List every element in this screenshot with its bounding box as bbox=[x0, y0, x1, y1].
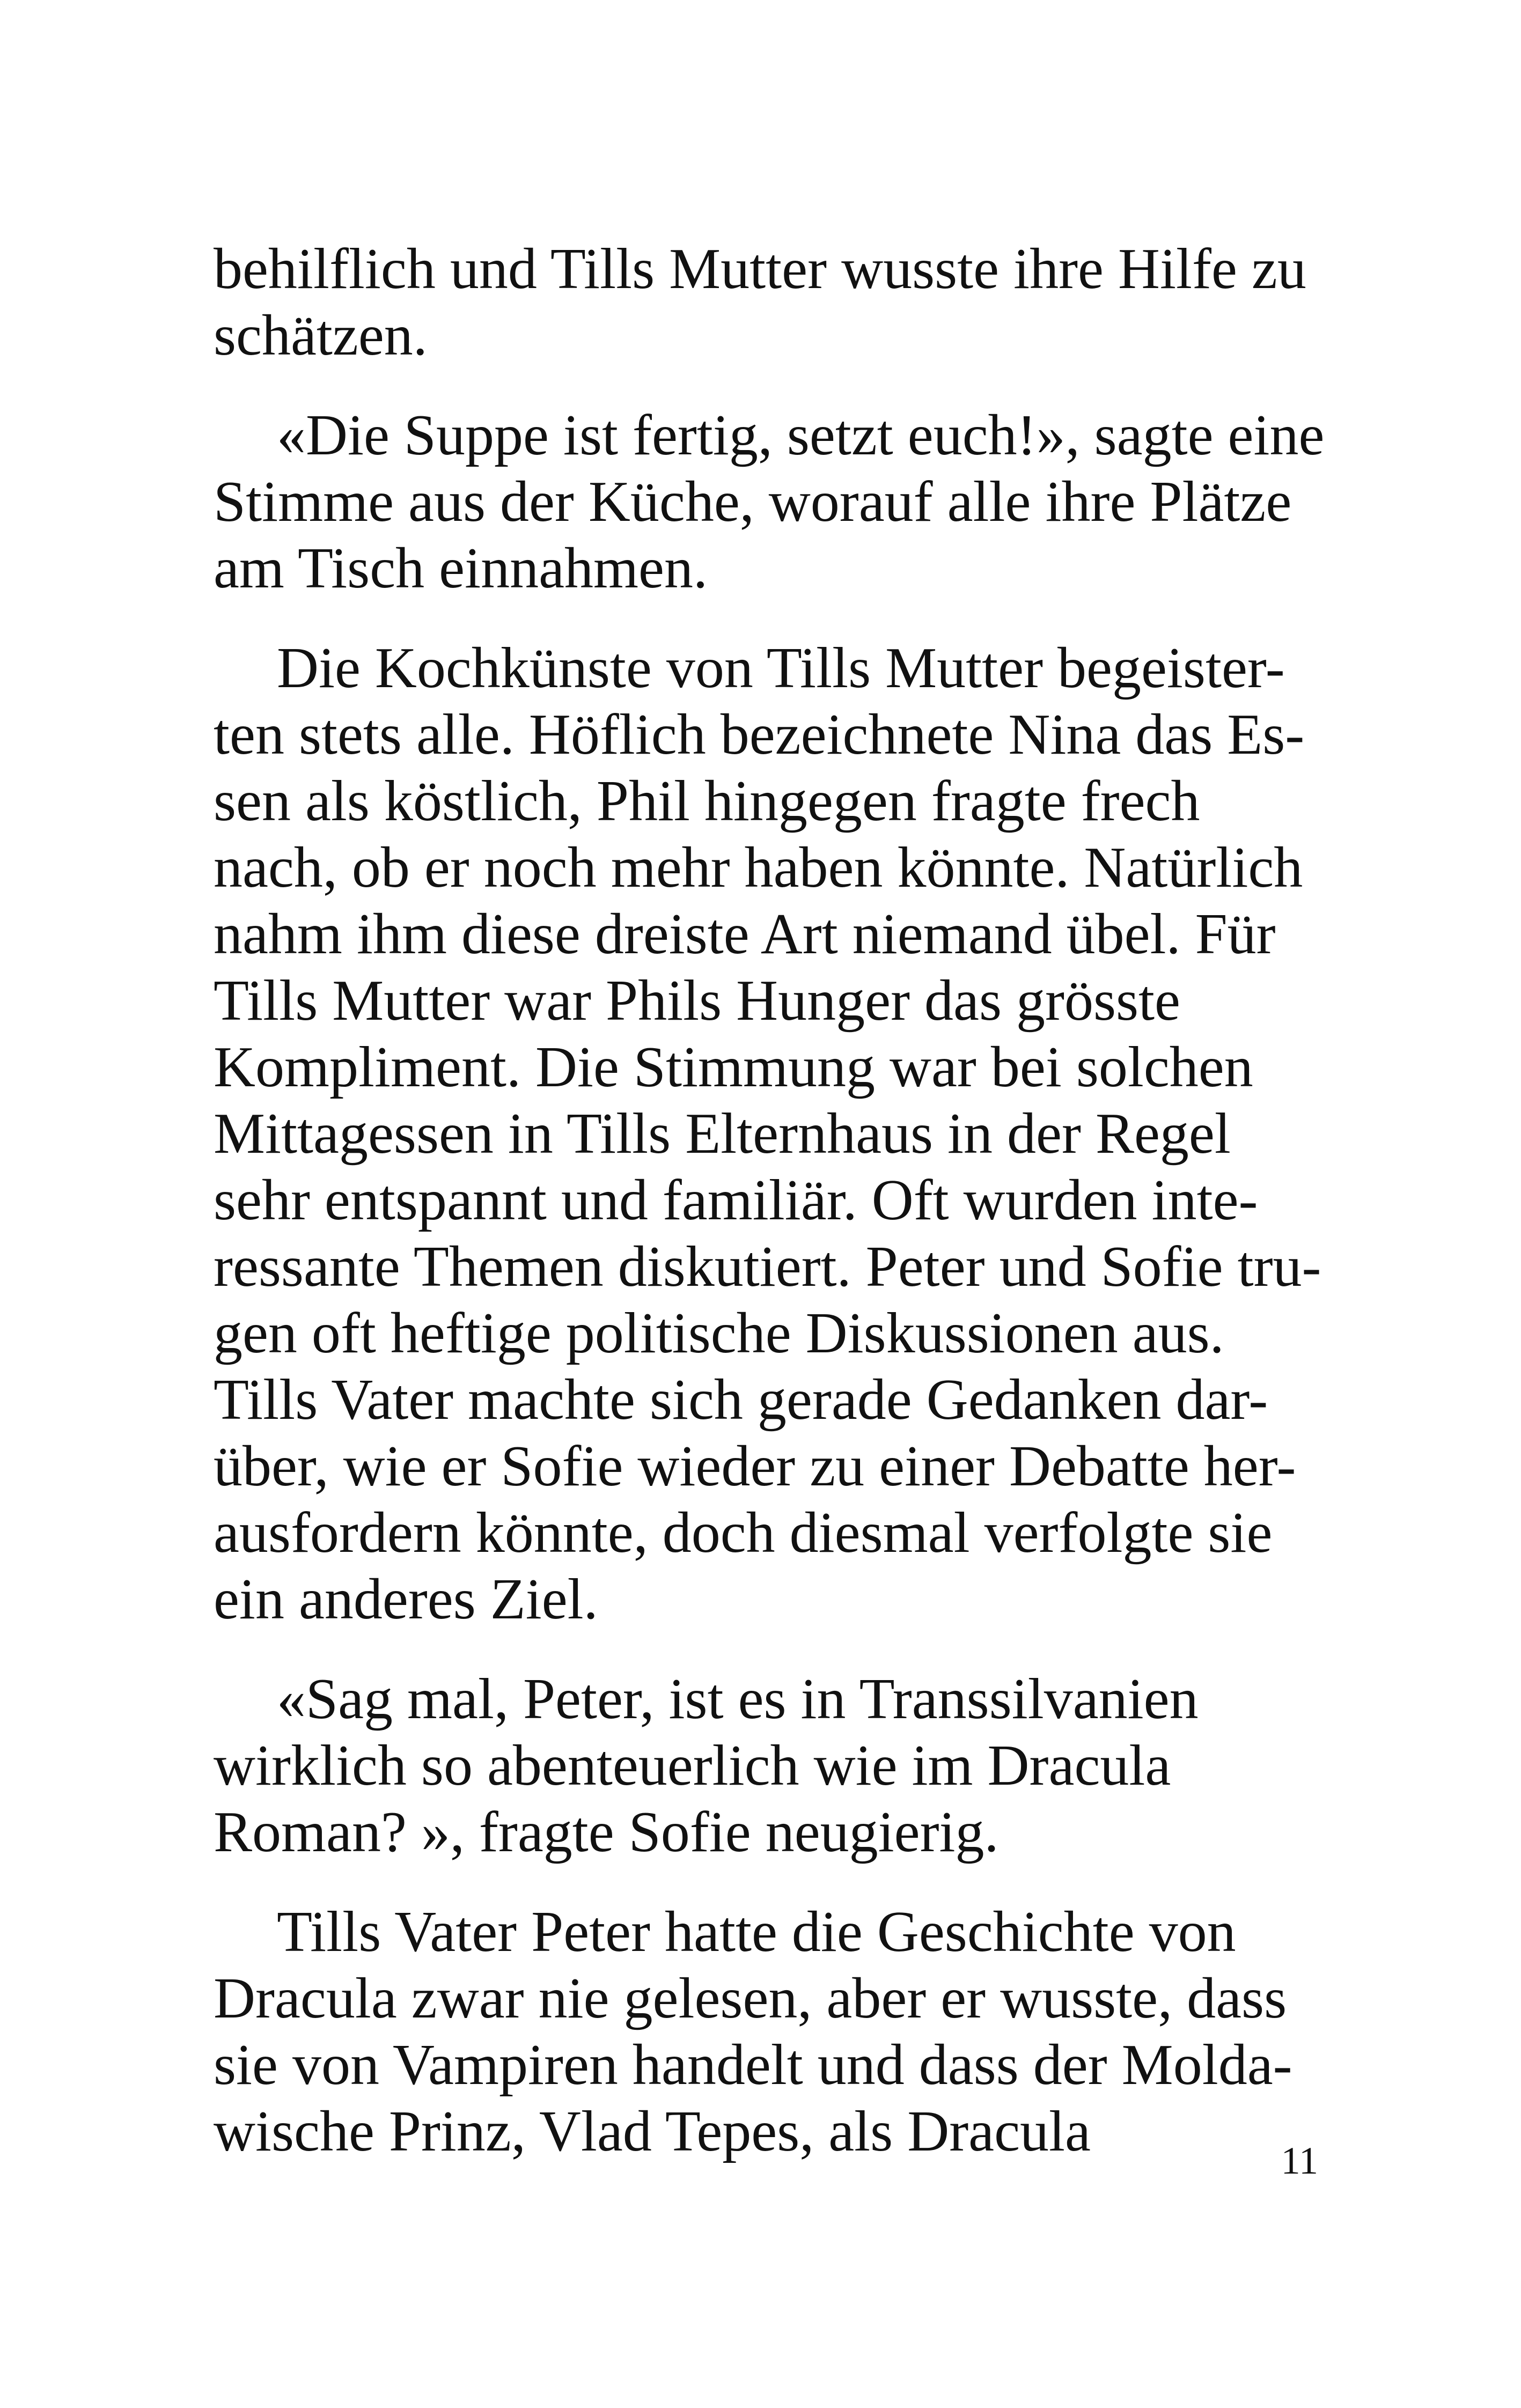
text-line: über, wie er Sofie wieder zu einer Debatte her- bbox=[214, 1434, 1296, 1498]
text-line: ein anderes Ziel. bbox=[214, 1567, 598, 1631]
text-line: Die Kochkünste von Tills Mutter begeister- bbox=[277, 636, 1285, 700]
text-line: nach, ob er noch mehr haben könnte. Natürlich bbox=[214, 836, 1303, 900]
paragraph-1 bbox=[214, 236, 1329, 369]
text-line: gen oft heftige politische Diskussionen aus. bbox=[214, 1301, 1224, 1365]
paragraph-4 bbox=[214, 1666, 1329, 1866]
text-line: sen als köstlich, Phil hingegen fragte frech bbox=[214, 769, 1200, 833]
text-line: ten stets alle. Höflich bezeichnete Nina das Es- bbox=[214, 703, 1305, 767]
text-line: schätzen. bbox=[214, 304, 428, 367]
text-line: sie von Vampiren handelt und dass der Molda- bbox=[214, 2033, 1292, 2097]
text-line: ausfordern könnte, doch diesmal verfolgte sie bbox=[214, 1501, 1273, 1565]
body-text bbox=[214, 236, 1329, 2165]
text-line: behilflich und Tills Mutter wusste ihre Hilfe zu bbox=[214, 237, 1306, 301]
text-line: Roman? », fragte Sofie neugierig. bbox=[214, 1800, 999, 1864]
paragraph-5 bbox=[214, 1899, 1329, 2165]
paragraph-3 bbox=[214, 635, 1329, 1633]
text-line: Tills Vater Peter hatte die Geschichte von bbox=[277, 1900, 1236, 1964]
text-line: Mittagessen in Tills Elternhaus in der Regel bbox=[214, 1102, 1231, 1166]
text-line: am Tisch einnahmen. bbox=[214, 536, 708, 600]
text-line: «Die Suppe ist fertig, setzt euch!», sagte eine bbox=[277, 403, 1325, 467]
text-line: sehr entspannt und familiär. Oft wurden inte- bbox=[214, 1168, 1258, 1232]
text-line: Tills Vater machte sich gerade Gedanken dar- bbox=[214, 1368, 1268, 1432]
text-line: «Sag mal, Peter, ist es in Transsilvanien bbox=[277, 1667, 1199, 1731]
text-line: wische Prinz, Vlad Tepes, als Dracula bbox=[214, 2100, 1091, 2163]
text-line: Dracula zwar nie gelesen, aber er wusste, dass bbox=[214, 1967, 1287, 2030]
page-number: 11 bbox=[1281, 2139, 1318, 2182]
text-line: wirklich so abenteuerlich wie im Dracula bbox=[214, 1734, 1171, 1798]
text-line: nahm ihm diese dreiste Art niemand übel. Für bbox=[214, 902, 1276, 966]
text-line: ressante Themen diskutiert. Peter und Sofie tru- bbox=[214, 1235, 1321, 1299]
paragraph-2 bbox=[214, 402, 1329, 602]
text-line: Kompliment. Die Stimmung war bei solchen bbox=[214, 1035, 1253, 1099]
text-line: Stimme aus der Küche, worauf alle ihre Plätze bbox=[214, 470, 1292, 534]
text-line: Tills Mutter war Phils Hunger das grösste bbox=[214, 969, 1180, 1033]
